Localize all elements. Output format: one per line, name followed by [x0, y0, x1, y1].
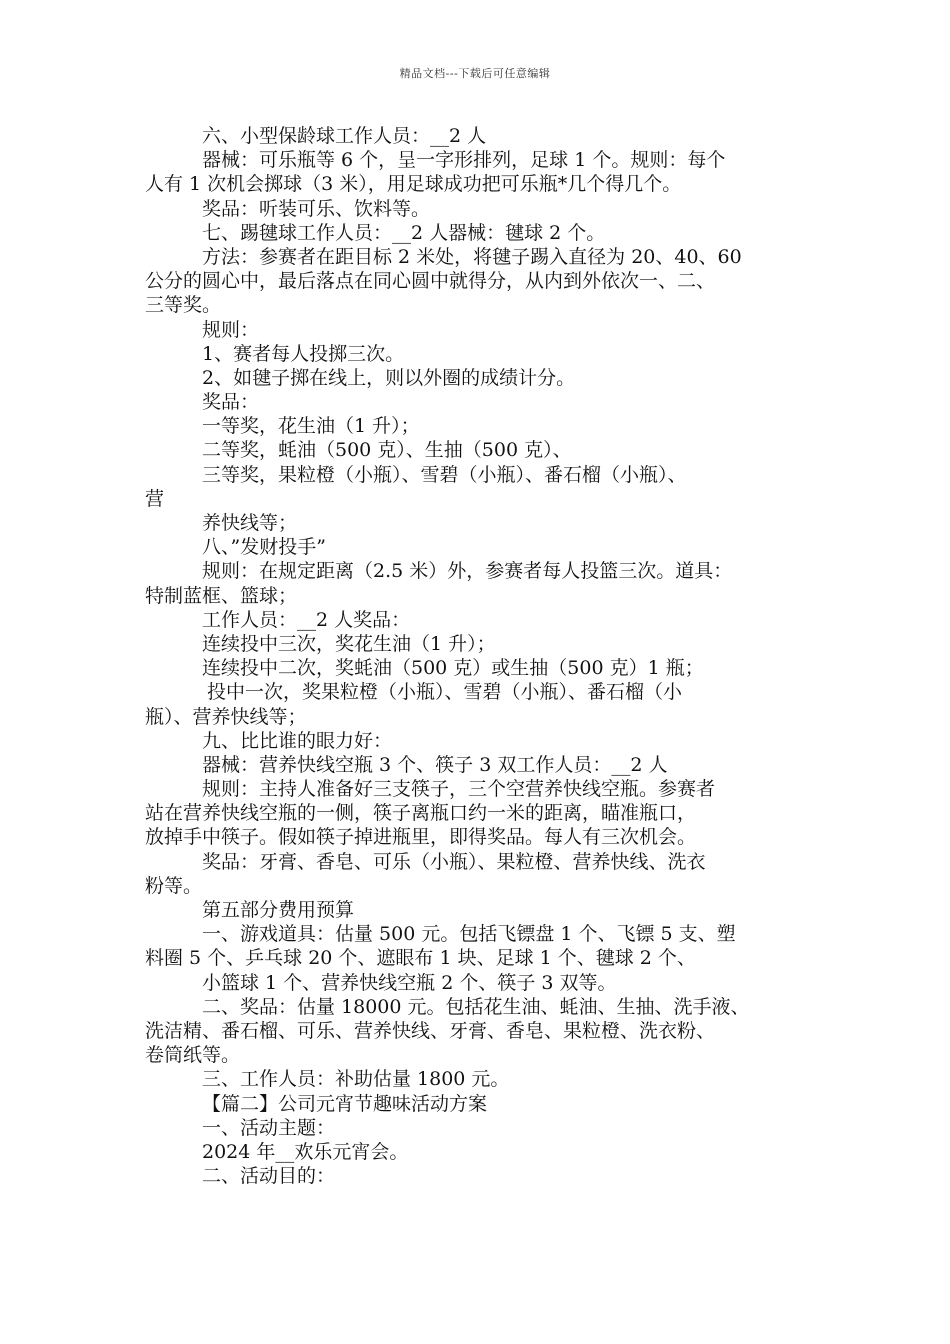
text-line: 器械：可乐瓶等 6 个，呈一字形排列，足球 1 个。规则：每个 — [202, 149, 726, 172]
text-line: 二、奖品：估量 18000 元。包括花生油、蚝油、生抽、洗手液、 — [202, 995, 750, 1018]
text-line: 三、工作人员：补助估量 1800 元。 — [202, 1068, 510, 1091]
page-header: 精品文档---下载后可任意编辑 — [399, 67, 551, 80]
document-body — [145, 124, 825, 1188]
text-line: 方法：参赛者在距目标 2 米处，将毽子踢入直径为 20、40、60 — [202, 245, 742, 268]
text-line: 卷筒纸等。 — [145, 1044, 241, 1067]
text-line: 人有 1 次机会掷球（3 米），用足球成功把可乐瓶*几个得几个。 — [145, 173, 682, 196]
text-line: 瓶）、营养快线等； — [145, 705, 307, 728]
text-line: 二、活动目的： — [202, 1165, 336, 1188]
text-line: 规则： — [202, 318, 260, 341]
text-line: 2、如毽子掷在线上，则以外圈的成绩计分。 — [202, 366, 576, 389]
text-line: 特制蓝框、篮球； — [145, 584, 298, 607]
text-line: 粉等。 — [145, 874, 203, 897]
text-line: 八、”发财投手” — [202, 536, 326, 559]
text-line: 奖品：听装可乐、饮料等。 — [202, 197, 431, 220]
text-line: 三等奖，果粒橙（小瓶）、雪碧（小瓶）、番石榴（小瓶）、 — [202, 463, 687, 486]
text-line: 奖品： — [202, 391, 260, 414]
text-line: 【篇二】公司元宵节趣味活动方案 — [202, 1092, 488, 1115]
text-line: 连续投中三次，奖花生油（1 升）； — [202, 632, 496, 655]
text-line: 洗洁精、番石榴、可乐、营养快线、牙膏、香皂、果粒橙、洗衣粉、 — [145, 1019, 716, 1042]
text-line: 七、踢毽球工作人员：__2 人器械：毽球 2 个。 — [202, 221, 606, 244]
text-line: 一、活动主题： — [202, 1116, 336, 1139]
text-line: 九、比比谁的眼力好： — [202, 729, 393, 752]
text-line: 连续投中二次，奖蚝油（500 克）或生抽（500 克）1 瓶； — [202, 657, 704, 680]
text-line: 养快线等； — [202, 512, 298, 534]
text-line: 投中一次，奖果粒橙（小瓶）、雪碧（小瓶）、番石榴（小 — [207, 681, 683, 704]
text-line: 规则：在规定距离（2.5 米）外，参赛者每人投篮三次。道具： — [202, 560, 733, 583]
text-line: 1、赛者每人投掷三次。 — [202, 342, 405, 365]
text-line: 六、小型保龄球工作人员：__2 人 — [202, 125, 487, 147]
text-line: 站在营养快线空瓶的一侧，筷子离瓶口约一米的距离，瞄准瓶口， — [145, 802, 697, 825]
text-line: 规则：主持人准备好三支筷子，三个空营养快线空瓶。参赛者 — [202, 778, 716, 801]
text-line: 料圈 5 个、乒乓球 20 个、遮眼布 1 块、足球 1 个、毽球 2 个、 — [145, 947, 696, 970]
text-line: 小篮球 1 个、营养快线空瓶 2 个、筷子 3 双等。 — [202, 971, 617, 994]
text-line: 放掉手中筷子。假如筷子掉进瓶里，即得奖品。每人有三次机会。 — [145, 826, 697, 849]
text-line: 一、游戏道具：估量 500 元。包括飞镖盘 1 个、飞镖 5 支、塑 — [202, 923, 736, 946]
text-line: 器械：营养快线空瓶 3 个、筷子 3 双工作人员：__2 人 — [202, 753, 668, 776]
text-line: 第五部分费用预算 — [202, 899, 355, 921]
text-line: 工作人员：__2 人奖品： — [202, 608, 411, 631]
text-line: 营 — [145, 487, 165, 510]
text-line: 一等奖，花生油（1 升）； — [202, 415, 420, 438]
text-line: 公分的圆心中，最后落点在同心圆中就得分，从内到外依次一、二、 — [145, 270, 716, 293]
text-line: 二等奖，蚝油（500 克）、生抽（500 克）、 — [202, 439, 572, 462]
text-line: 奖品：牙膏、香皂、可乐（小瓶）、果粒橙、营养快线、洗衣 — [202, 850, 706, 873]
text-line: 三等奖。 — [145, 294, 222, 317]
text-line: 2024 年__欢乐元宵会。 — [202, 1140, 409, 1163]
